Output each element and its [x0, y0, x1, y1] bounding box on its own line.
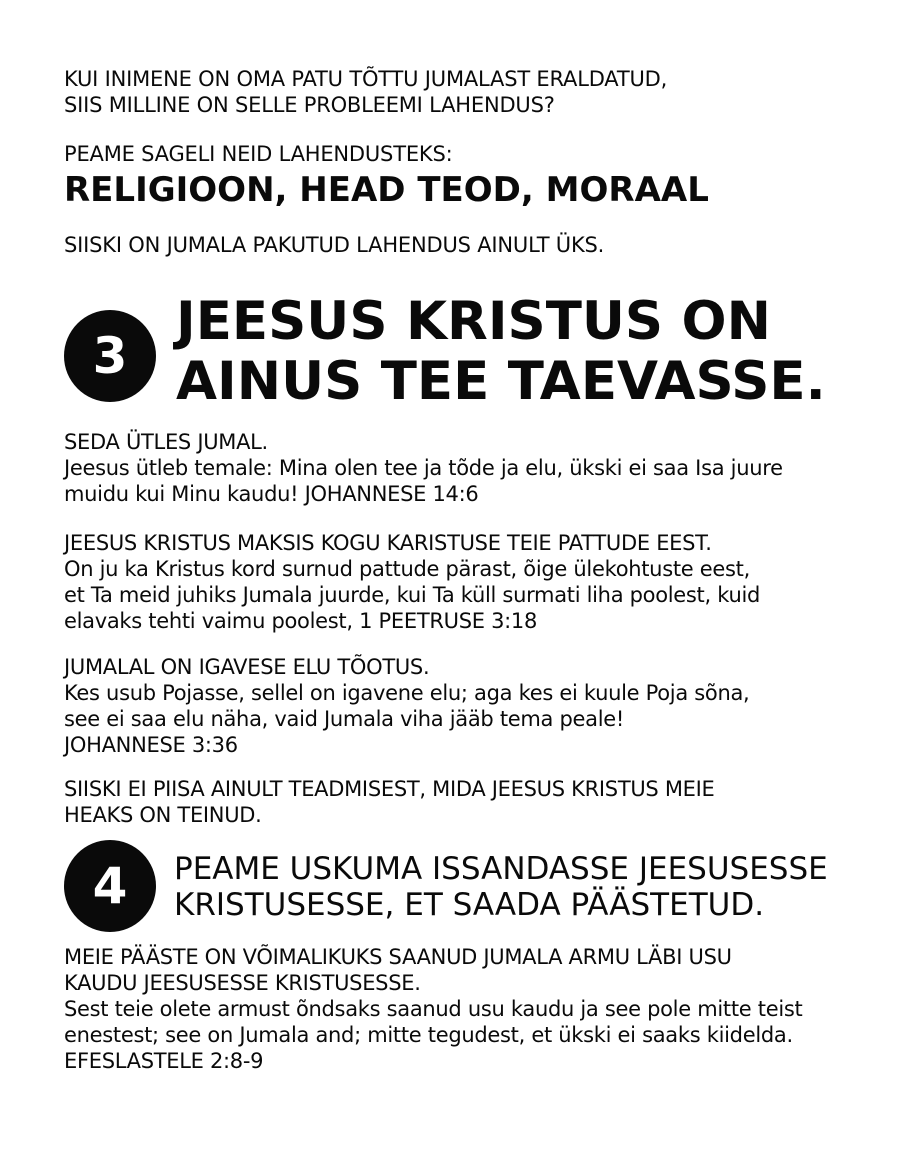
- section-eternal-life-line-2: see ei saa elu näha, vaid Jumala viha jääb tema peale!: [64, 707, 624, 731]
- section-salvation-heading-line-1: MEIE PÄÄSTE ON VÕIMALIKUKS SAANUD JUMALA ARMU LÄBI USU: [64, 945, 732, 969]
- section-eternal-life-heading: JUMALAL ON IGAVESE ELU TÕOTUS.: [64, 655, 430, 679]
- section-salvation: [64, 944, 802, 1074]
- section-god-said-heading: SEDA ÜTLES JUMAL.: [64, 430, 268, 454]
- section-paid-penalty: [64, 530, 760, 634]
- point-3-title-line-1: JEESUS KRISTUS ON: [176, 291, 771, 352]
- point-3-title-line-2: AINUS TEE TAEVASSE.: [176, 351, 826, 412]
- section-not-enough: [64, 776, 714, 828]
- section-paid-penalty-line-1: On ju ka Kristus kord surnud pattude pärast, õige ülekohtuste eest,: [64, 557, 750, 581]
- section-paid-penalty-line-3: elavaks tehti vaimu poolest, 1 PEETRUSE 3:18: [64, 609, 538, 633]
- section-salvation-ref: EFESLASTELE 2:8-9: [64, 1049, 264, 1073]
- section-salvation-heading-line-2: KAUDU JEESUSESSE KRISTUSESSE.: [64, 971, 421, 995]
- point-4-number-badge: [64, 840, 156, 932]
- section-eternal-life-line-3: JOHANNESE 3:36: [64, 733, 238, 757]
- section-eternal-life: [64, 654, 749, 758]
- point-4-title-line-2: KRISTUSESSE, ET SAADA PÄÄSTETUD.: [174, 887, 765, 923]
- we-consider-text: PEAME SAGELI NEID LAHENDUSTEKS:: [64, 142, 453, 166]
- point-3-number: 3: [92, 327, 128, 385]
- section-paid-penalty-line-2: et Ta meid juhiks Jumala juurde, kui Ta küll surmati liha poolest, kuid: [64, 583, 761, 607]
- section-god-said: [64, 429, 783, 507]
- intro-question-line-2: SIIS MILLINE ON SELLE PROBLEEMI LAHENDUS?: [64, 93, 555, 117]
- intro-question: [64, 66, 667, 118]
- solutions-heading: RELIGIOON, HEAD TEOD, MORAAL: [64, 170, 709, 210]
- section-eternal-life-line-1: Kes usub Pojasse, sellel on igavene elu; aga kes ei kuule Poja sõna,: [64, 681, 750, 705]
- point-4-number: 4: [92, 857, 128, 915]
- section-paid-penalty-heading: JEESUS KRISTUS MAKSIS KOGU KARISTUSE TEIE PATTUDE EEST.: [64, 531, 712, 555]
- intro-question-line-1: KUI INIMENE ON OMA PATU TÕTTU JUMALAST ERALDATUD,: [64, 67, 668, 91]
- only-one-text: SIISKI ON JUMALA PAKUTUD LAHENDUS AINULT ÜKS.: [64, 233, 605, 257]
- section-god-said-line-2: muidu kui Minu kaudu! JOHANNESE 14:6: [64, 482, 479, 506]
- section-salvation-line-1: Sest teie olete armust õndsaks saanud usu kaudu ja see pole mitte teist: [64, 997, 803, 1021]
- point-3-number-badge: [64, 310, 156, 402]
- section-not-enough-line-1: SIISKI EI PIISA AINULT TEADMISEST, MIDA JEESUS KRISTUS MEIE: [64, 777, 715, 801]
- section-god-said-line-1: Jeesus ütleb temale: Mina olen tee ja tõde ja elu, ükski ei saa Isa juure: [64, 456, 783, 480]
- section-not-enough-line-2: HEAKS ON TEINUD.: [64, 803, 262, 827]
- point-4-title: [174, 851, 828, 923]
- section-salvation-line-2: enestest; see on Jumala and; mitte tegudest, et ükski ei saaks kiidelda.: [64, 1023, 793, 1047]
- point-4-title-line-1: PEAME USKUMA ISSANDASSE JEESUSESSE: [174, 851, 828, 887]
- point-3-title: [176, 292, 826, 412]
